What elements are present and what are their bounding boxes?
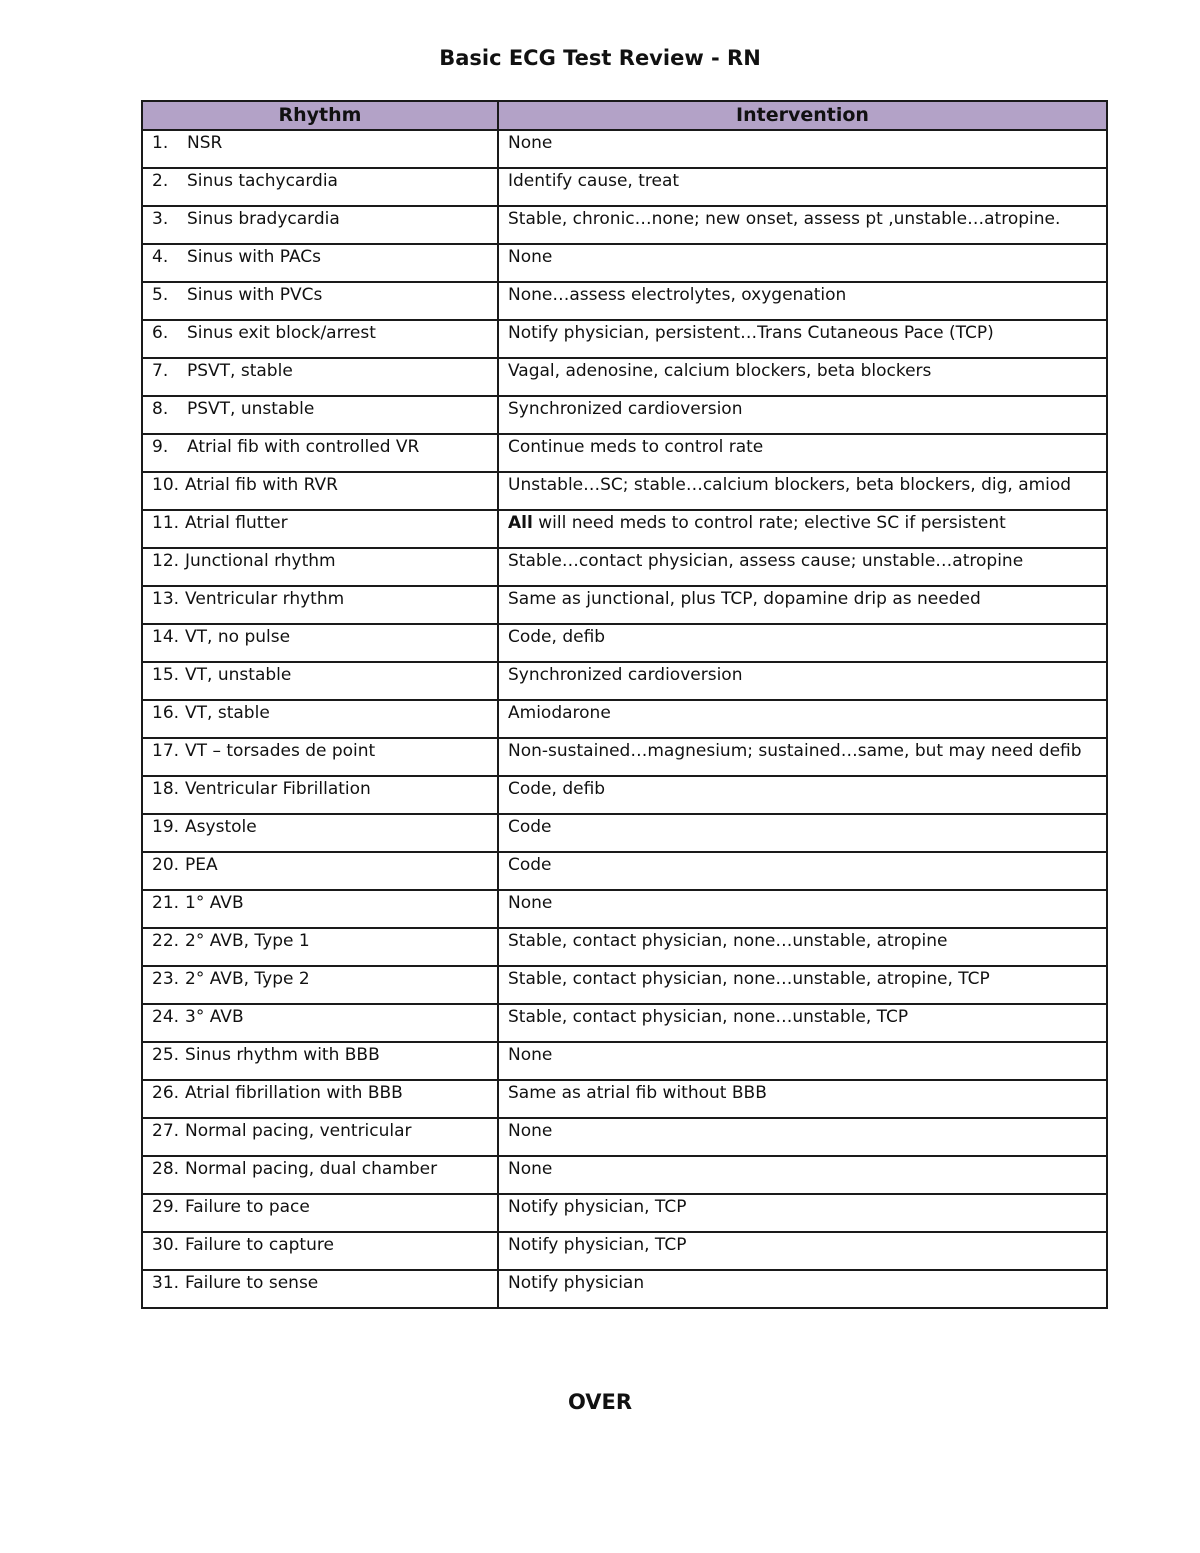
row-number: 24. [152,1007,180,1027]
rhythm-name: VT, no pulse [185,627,291,647]
rhythm-name: Sinus tachycardia [187,171,338,191]
column-header-rhythm: Rhythm [142,101,498,130]
row-number: 15. [152,665,180,685]
rhythm-name: Sinus rhythm with BBB [185,1045,380,1065]
intervention-cell [498,1004,1107,1042]
table-row [142,586,1107,624]
table-row [142,320,1107,358]
row-number: 4. [152,247,169,267]
rhythm-name: Sinus bradycardia [187,209,340,229]
table-row [142,244,1107,282]
table-row [142,1004,1107,1042]
table-row [142,1156,1107,1194]
table-row [142,396,1107,434]
row-number: 20. [152,855,180,875]
intervention-cell [498,548,1107,586]
table-row [142,282,1107,320]
intervention-text: Stable, chronic…none; new onset, assess pt ,unstable…atropine. [508,209,1061,229]
intervention-cell [498,852,1107,890]
rhythm-name: PEA [185,855,218,875]
row-number: 1. [152,133,169,153]
rhythm-name: PSVT, unstable [187,399,315,419]
table-row [142,890,1107,928]
row-number: 14. [152,627,180,647]
intervention-text: Same as junctional, plus TCP, dopamine drip as needed [508,589,981,609]
rhythm-name: Junctional rhythm [185,551,336,571]
row-number: 2. [152,171,169,191]
intervention-cell [498,586,1107,624]
row-number: 10. [152,475,180,495]
intervention-text: Notify physician, TCP [508,1235,687,1255]
table-row [142,1270,1107,1308]
row-number: 5. [152,285,169,305]
rhythm-cell [142,282,498,320]
rhythm-cell [142,244,498,282]
intervention-text: None [508,893,553,913]
intervention-cell [498,1156,1107,1194]
rhythm-name: Failure to capture [185,1235,334,1255]
intervention-text: Code [508,817,552,837]
ecg-review-table [141,100,1108,1309]
table-row [142,928,1107,966]
intervention-text: Same as atrial fib without BBB [508,1083,767,1103]
rhythm-cell [142,396,498,434]
intervention-text: Vagal, adenosine, calcium blockers, beta blockers [508,361,932,381]
intervention-cell [498,776,1107,814]
intervention-cell [498,966,1107,1004]
rhythm-cell [142,434,498,472]
row-number: 11. [152,513,180,533]
footer-over: OVER [567,1390,633,1414]
rhythm-cell [142,776,498,814]
table-row [142,206,1107,244]
rhythm-cell [142,966,498,1004]
intervention-cell [498,624,1107,662]
rhythm-cell [142,662,498,700]
intervention-cell [498,282,1107,320]
table-row [142,130,1107,168]
rhythm-cell [142,1080,498,1118]
intervention-text: None [508,133,553,153]
table-row [142,966,1107,1004]
rhythm-cell [142,168,498,206]
rhythm-name: 3° AVB [185,1007,244,1027]
intervention-emphasis: All [508,513,533,533]
row-number: 21. [152,893,180,913]
intervention-cell [498,1118,1107,1156]
rhythm-cell [142,206,498,244]
intervention-text: Code, defib [508,779,606,799]
rhythm-cell [142,852,498,890]
rhythm-cell [142,1156,498,1194]
rhythm-cell [142,1270,498,1308]
intervention-cell [498,890,1107,928]
row-number: 23. [152,969,180,989]
rhythm-cell [142,548,498,586]
intervention-cell [498,320,1107,358]
intervention-text: None…assess electrolytes, oxygenation [508,285,847,305]
intervention-cell [498,244,1107,282]
rhythm-name: Failure to pace [185,1197,310,1217]
intervention-text: Notify physician [508,1273,645,1293]
intervention-text: Synchronized cardioversion [508,665,743,685]
row-number: 7. [152,361,169,381]
intervention-text: None [508,1159,553,1179]
rhythm-name: Atrial fibrillation with BBB [185,1083,403,1103]
intervention-text: Stable, contact physician, none…unstable, atropine [508,931,948,951]
intervention-cell [498,814,1107,852]
intervention-text: Notify physician, TCP [508,1197,687,1217]
rhythm-name: Atrial flutter [185,513,288,533]
row-number: 25. [152,1045,180,1065]
intervention-cell [498,928,1107,966]
intervention-cell [498,700,1107,738]
table-row [142,624,1107,662]
row-number: 27. [152,1121,180,1141]
rhythm-name: Normal pacing, ventricular [185,1121,412,1141]
rhythm-name: Sinus exit block/arrest [187,323,376,343]
rhythm-cell [142,1118,498,1156]
row-number: 22. [152,931,180,951]
table-header-row [142,101,1107,130]
rhythm-name: Asystole [185,817,257,837]
intervention-cell [498,662,1107,700]
rhythm-name: VT – torsades de point [185,741,376,761]
intervention-cell [498,738,1107,776]
intervention-text: Unstable…SC; stable…calcium blockers, beta blockers, dig, amiod [508,475,1072,495]
intervention-cell [498,1232,1107,1270]
intervention-cell [498,472,1107,510]
intervention-cell [498,1270,1107,1308]
rhythm-cell [142,130,498,168]
intervention-text: None [508,1045,553,1065]
table-row [142,1042,1107,1080]
intervention-cell [498,434,1107,472]
row-number: 16. [152,703,180,723]
table-row [142,1232,1107,1270]
row-number: 9. [152,437,169,457]
intervention-text: Code [508,855,552,875]
intervention-text: Continue meds to control rate [508,437,764,457]
row-number: 29. [152,1197,180,1217]
intervention-cell [498,130,1107,168]
intervention-text: will need meds to control rate; elective SC if persistent [532,513,1006,533]
intervention-text: None [508,247,553,267]
rhythm-name: Sinus with PACs [187,247,322,267]
rhythm-name: VT, unstable [185,665,292,685]
table-row [142,1080,1107,1118]
row-number: 8. [152,399,169,419]
intervention-cell [498,1080,1107,1118]
intervention-text: Amiodarone [508,703,611,723]
rhythm-cell [142,738,498,776]
column-header-intervention: Intervention [498,101,1107,130]
rhythm-cell [142,472,498,510]
rhythm-name: Failure to sense [185,1273,319,1293]
table-row [142,1118,1107,1156]
intervention-cell [498,206,1107,244]
intervention-text: Identify cause, treat [508,171,680,191]
table-row [142,814,1107,852]
rhythm-name: Sinus with PVCs [187,285,323,305]
intervention-cell [498,1194,1107,1232]
row-number: 31. [152,1273,180,1293]
intervention-text: None [508,1121,553,1141]
table-row [142,510,1107,548]
row-number: 28. [152,1159,180,1179]
row-number: 19. [152,817,180,837]
rhythm-cell [142,510,498,548]
intervention-cell [498,396,1107,434]
row-number: 3. [152,209,169,229]
table-row [142,472,1107,510]
rhythm-name: Ventricular Fibrillation [185,779,371,799]
table-row [142,434,1107,472]
rhythm-cell [142,928,498,966]
rhythm-cell [142,700,498,738]
rhythm-name: Atrial fib with RVR [185,475,338,495]
intervention-cell [498,510,1107,548]
rhythm-cell [142,586,498,624]
intervention-text: Notify physician, persistent…Trans Cutaneous Pace (TCP) [508,323,994,343]
rhythm-name: Normal pacing, dual chamber [185,1159,438,1179]
intervention-cell [498,358,1107,396]
rhythm-name: 2° AVB, Type 1 [185,931,310,951]
rhythm-name: VT, stable [185,703,270,723]
table-row [142,852,1107,890]
table-row [142,700,1107,738]
rhythm-name: PSVT, stable [187,361,293,381]
intervention-text: Code, defib [508,627,606,647]
row-number: 26. [152,1083,180,1103]
rhythm-cell [142,358,498,396]
intervention-cell [498,1042,1107,1080]
row-number: 18. [152,779,180,799]
intervention-text: Stable, contact physician, none…unstable, TCP [508,1007,909,1027]
rhythm-cell [142,1004,498,1042]
rhythm-name: 2° AVB, Type 2 [185,969,310,989]
table-row [142,168,1107,206]
row-number: 13. [152,589,180,609]
rhythm-cell [142,320,498,358]
rhythm-cell [142,814,498,852]
row-number: 30. [152,1235,180,1255]
rhythm-cell [142,1042,498,1080]
rhythm-name: Ventricular rhythm [185,589,345,609]
table-row [142,738,1107,776]
table-row [142,1194,1107,1232]
table-row [142,662,1107,700]
rhythm-cell [142,890,498,928]
intervention-text: Stable…contact physician, assess cause; unstable…atropine [508,551,1024,571]
intervention-text: Synchronized cardioversion [508,399,743,419]
rhythm-cell [142,1232,498,1270]
row-number: 12. [152,551,180,571]
table-row [142,548,1107,586]
rhythm-name: 1° AVB [185,893,244,913]
rhythm-name: NSR [187,133,223,153]
intervention-cell [498,168,1107,206]
rhythm-cell [142,624,498,662]
row-number: 6. [152,323,169,343]
intervention-text: Non-sustained…magnesium; sustained…same, but may need defib [508,741,1082,761]
page-title: Basic ECG Test Review - RN [439,46,761,70]
table-row [142,358,1107,396]
row-number: 17. [152,741,180,761]
rhythm-name: Atrial fib with controlled VR [187,437,420,457]
intervention-text: Stable, contact physician, none…unstable, atropine, TCP [508,969,990,989]
rhythm-cell [142,1194,498,1232]
table-body [142,130,1107,1308]
table-row [142,776,1107,814]
